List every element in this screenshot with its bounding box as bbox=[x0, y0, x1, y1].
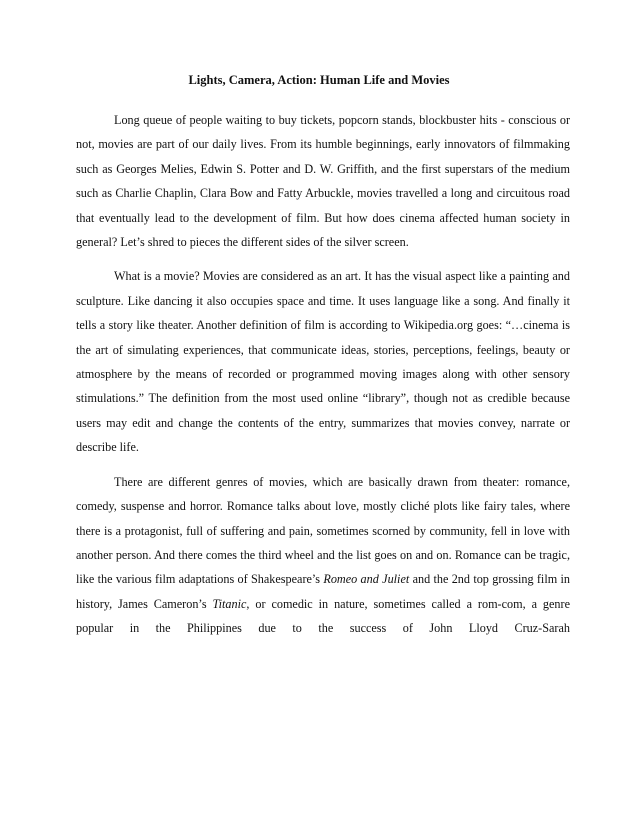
film-title-romeo-and-juliet: Romeo and Juliet bbox=[323, 572, 410, 587]
paragraph-intro bbox=[76, 108, 570, 254]
film-title-titanic: Titanic bbox=[212, 596, 247, 611]
paragraph-text: There are different genres of movies, which are basically drawn from theater: romance, comedy, suspense and horror. Romance talks about love, mostly cliché plots like fairy tales, where there is a protagonist, full of suffering and pain, sometimes scorned by community, fell in love with another person. And there comes the third wheel and the list goes on and on. Romance can be tragic, like the various film adaptations of Shakespeare’s bbox=[76, 474, 570, 587]
document-body bbox=[76, 108, 570, 651]
paragraph-text: , or comedic in nature, sometimes called a rom-com, a genre popular in the Philippines due to the success of John Lloyd Cruz-Sarah bbox=[76, 596, 570, 636]
paragraph-text: Long queue of people waiting to buy tickets, popcorn stands, blockbuster hits - conscious or not, movies are part of our daily lives. From its humble beginnings, early innovators of filmmaking such as Georges Melies, Edwin S. Potter and D. W. Griffith, and the first superstars of the medium such as Charlie Chaplin, Clara Bow and Fatty Arbuckle, movies travelled a long and circuitous road that eventually lead to the development of film. But how does cinema affected human society in general? Let’s shred to pieces the different sides of the silver screen. bbox=[76, 113, 570, 250]
paragraph-text: What is a movie? Movies are considered as an art. It has the visual aspect like a painting and sculpture. Like dancing it also occupies space and time. It uses language like a song. And finally it tells a story like theater. Another definition of film is according to Wikipedia.org goes: “…cinema is the art of simulating experiences, that communicate ideas, stories, perceptions, feelings, beauty or atmosphere by the means of recorded or programmed moving images along with other sensory stimulations.” The definition from the most used online “library”, though not as credible because users may edit and change the contents of the entry, summarizes that movies convey, narrate or describe life. bbox=[76, 269, 570, 455]
document-title: Lights, Camera, Action: Human Life and Movies bbox=[188, 73, 450, 87]
paragraph-genres bbox=[76, 470, 570, 641]
paragraph-definition bbox=[76, 264, 570, 459]
paragraph-text: and the 2nd top grossing film in history, James Cameron’s bbox=[76, 572, 570, 611]
